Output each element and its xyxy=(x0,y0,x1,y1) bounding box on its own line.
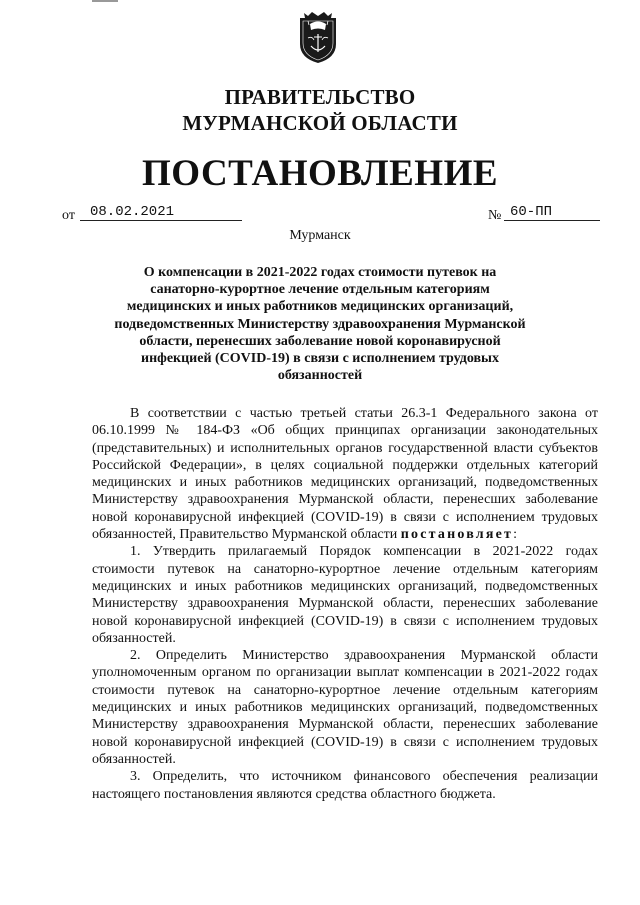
document-date: 08.02.2021 xyxy=(80,204,242,221)
preamble-text: В соответствии с частью третьей статьи 26.3-1 Федерального закона от 06.10.1999 № 184-ФЗ «Об общих принципах организации законодательных (представительных) и исполнительных органов государственной власти субъектов Российской Федерации», в целях социальной поддержки отдельных категорий медицинских и иных работников медицинских организаций, подведомственных Министерству здравоохранения Мурманской области, перенесших заболевание новой коронавирусной инфекцией (COVID-19) в связи с исполнением трудовых обязанностей, Правительство Мурманской области xyxy=(92,406,598,543)
decree-colon: : xyxy=(513,527,517,543)
item-2: 2. Определить Министерство здравоохранения Мурманской области уполномоченным органом по организации выплат компенсации в 2021-2022 годах стоимости путевок на санаторно-курортное лечение отдельным категориям медицинских и иных работников медицинских организаций, подведомственных Министерству здравоохранения Мурманской области, перенесших заболевание новой коронавирусной инфекцией (COVID-19) в связи с исполнением трудовых обязанностей. xyxy=(92,648,598,767)
scan-artifact xyxy=(92,0,118,2)
murmansk-coat-of-arms-icon xyxy=(296,10,340,64)
document-type: ПОСТАНОВЛЕНИЕ xyxy=(141,153,499,194)
preamble-paragraph xyxy=(92,405,598,543)
document-title: О компенсации в 2021-2022 годах стоимости путевок на санаторно-курортное лечение отдельным категориям медицинских и иных работников медицинских организаций, подведомственных Министерству здравоохранения Мурманской области, перенесших заболевание новой коронавирусной инфекцией (COVID-19) в связи с исполнением трудовых обязанностей xyxy=(114,265,526,384)
government-line-1: ПРАВИТЕЛЬСТВО xyxy=(224,85,416,109)
document-body xyxy=(92,405,598,803)
city: Мурманск xyxy=(289,228,351,243)
decree-word: постановляет xyxy=(400,527,514,543)
item-1: 1. Утвердить прилагаемый Порядок компенсации в 2021-2022 годах стоимости путевок на санаторно-курортное лечение отдельным категориям медицинских и иных работников медицинских организаций, подведомственных Министерству здравоохранения Мурманской области, перенесших заболевание новой коронавирусной инфекцией (COVID-19) в связи с исполнением трудовых обязанностей. xyxy=(92,544,598,646)
document-number: 60-ПП xyxy=(504,204,600,221)
date-prefix: от xyxy=(62,208,75,223)
item-3: 3. Определить, что источником финансового обеспечения реализации настоящего постановления являются средства областного бюджета. xyxy=(92,769,598,802)
government-line-2: МУРМАНСКОЙ ОБЛАСТИ xyxy=(182,111,458,135)
date-number-row xyxy=(62,200,602,224)
number-sign: № xyxy=(488,208,502,223)
government-name xyxy=(0,84,640,136)
